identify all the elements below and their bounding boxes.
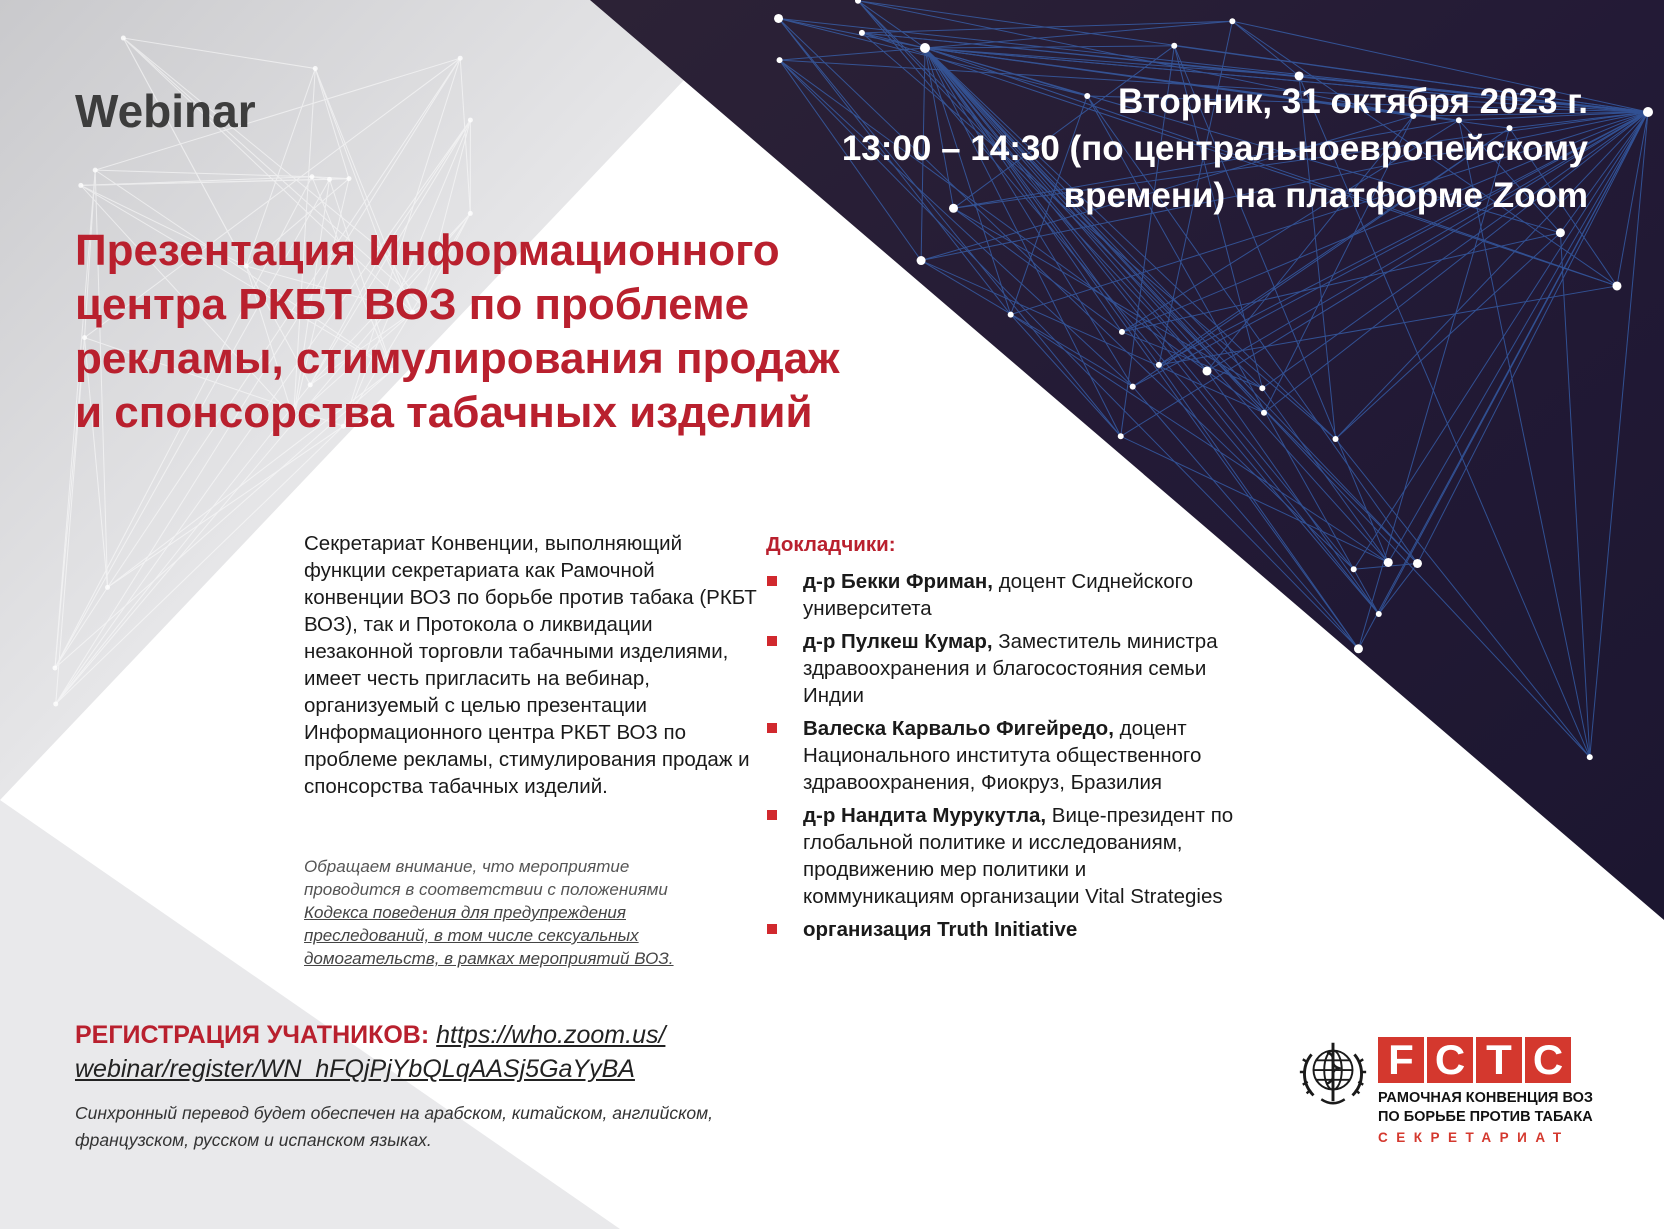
network-dot	[1351, 566, 1357, 572]
square-bullet-icon	[767, 810, 777, 820]
speaker-item	[766, 802, 1236, 910]
speaker-item	[766, 568, 1236, 622]
fctc-logo	[1378, 1037, 1593, 1149]
registration-link-part2[interactable]: webinar/register/WN_hFQjPjYbQLqAASj5GaYyBA	[75, 1055, 635, 1083]
network-dot	[78, 183, 83, 188]
event-time-line2: времени) на платформе Zoom	[1063, 176, 1588, 215]
speaker-name: д-р Пулкеш Кумар,	[803, 630, 993, 653]
network-dot	[1587, 754, 1593, 760]
speakers-heading: Докладчики:	[766, 533, 896, 556]
speaker-name: организация Truth Initiative	[803, 918, 1078, 941]
network-dot	[53, 701, 58, 706]
network-dot	[1354, 644, 1363, 653]
network-dot	[1156, 362, 1162, 368]
network-dot	[105, 585, 110, 590]
speaker-name: д-р Нандита Мурукутла,	[803, 804, 1047, 827]
speaker-role: доцент Сиднейского университета	[803, 570, 1194, 620]
speaker-name: Валеска Карвальо Фигейредо,	[803, 717, 1114, 740]
speaker-role: Вице-президент по глобальной политике и исследованиям, продвижению мер политики и коммуникациям организации Vital Strategies	[803, 804, 1234, 908]
network-dot	[52, 665, 57, 670]
network-dot	[1203, 366, 1212, 375]
registration-label: РЕГИСТРАЦИЯ УЧАТНИКОВ:	[75, 1021, 430, 1049]
fctc-letter: C	[1525, 1037, 1571, 1083]
network-dot	[920, 43, 930, 53]
fctc-letter: T	[1476, 1037, 1522, 1083]
network-dot	[1612, 281, 1621, 290]
network-dot	[1556, 228, 1565, 237]
network-dot	[346, 176, 351, 181]
network-dot	[1384, 558, 1393, 567]
fctc-caption-line1: РАМОЧНАЯ КОНВЕНЦИЯ ВОЗ	[1378, 1090, 1593, 1106]
fctc-caption-line2: ПО БОРЬБЕ ПРОТИВ ТАБАКА	[1378, 1109, 1593, 1125]
square-bullet-icon	[767, 924, 777, 934]
network-dot	[468, 118, 473, 123]
network-dot	[1119, 329, 1125, 335]
network-dot	[1333, 436, 1339, 442]
network-dot	[1229, 18, 1235, 24]
intro-paragraph: Секретариат Конвенции, выполняющий функции секретариата как Рамочной конвенции ВОЗ по борьбе против табака (РКБТ ВОЗ), так и Протокола о ликвидации незаконной торговли табачными изделиями, имеет честь пригласить на вебинар, организуемый с целью презентации Информационного центра РКБТ ВОЗ по проблеме рекламы, стимулирования продаж и спонсорства табачных изделий.	[304, 532, 757, 798]
square-bullet-icon	[767, 576, 777, 586]
network-dot	[917, 256, 926, 265]
speakers-section	[766, 531, 1236, 949]
square-bullet-icon	[767, 723, 777, 733]
translation-note: Синхронный перевод будет обеспечен на арабском, китайском, английском, французском, русском и испанском языках.	[75, 1103, 713, 1150]
code-of-conduct-notice	[304, 855, 704, 970]
speaker-role: доцент Национального института общественного здравоохранения, Фиокруз, Бразилия	[803, 717, 1202, 794]
speaker-item	[766, 916, 1236, 943]
notice-text: Обращаем внимание, что мероприятие проводится в соответствии с положениями	[304, 857, 668, 899]
registration-block	[75, 1018, 895, 1086]
fctc-letter: C	[1427, 1037, 1473, 1083]
fctc-secretariat-label: СЕКРЕТАРИАТ	[1378, 1130, 1570, 1145]
network-dot	[1376, 611, 1382, 617]
registration-link-part1[interactable]: https://who.zoom.us/	[436, 1021, 666, 1049]
network-dot	[774, 14, 783, 23]
speaker-item	[766, 715, 1236, 796]
network-dot	[1130, 384, 1136, 390]
network-dot	[1261, 410, 1267, 416]
network-dot	[309, 174, 314, 179]
network-dot	[1118, 433, 1124, 439]
network-dot	[1171, 43, 1177, 49]
network-dot	[1643, 107, 1653, 117]
network-dot	[777, 57, 783, 63]
network-dot	[859, 30, 865, 36]
network-dot	[458, 56, 463, 61]
speaker-role: Заместитель министра здравоохранения и благосостояния семьи Индии	[803, 630, 1218, 707]
square-bullet-icon	[767, 636, 777, 646]
network-dot	[93, 168, 98, 173]
event-date: Вторник, 31 октября 2023 г.	[1117, 82, 1588, 121]
event-datetime	[708, 78, 1588, 219]
event-time-line1: 13:00 – 14:30 (по центральноевропейскому	[841, 129, 1588, 168]
network-dot	[1413, 559, 1422, 568]
fctc-letter: F	[1378, 1037, 1424, 1083]
code-of-conduct-link[interactable]: Кодекса поведения для предупреждения преследований, в том числе сексуальных домогательств, в рамках мероприятий ВОЗ.	[304, 903, 674, 968]
network-dot	[1259, 385, 1265, 391]
network-dot	[121, 36, 126, 41]
network-dot	[468, 211, 473, 216]
page-title: Презентация Информационного центра РКБТ ВОЗ по проблеме рекламы, стимулирования продаж и спонсорства табачных изделий	[75, 226, 840, 437]
network-dot	[1008, 312, 1014, 318]
speaker-name: д-р Бекки Фриман,	[803, 570, 994, 593]
speaker-item	[766, 628, 1236, 709]
who-emblem-icon	[1294, 1032, 1372, 1112]
webinar-label: Webinar	[75, 85, 256, 137]
network-dot	[313, 66, 318, 71]
network-dot	[327, 177, 332, 182]
fctc-letter-boxes	[1378, 1037, 1593, 1083]
